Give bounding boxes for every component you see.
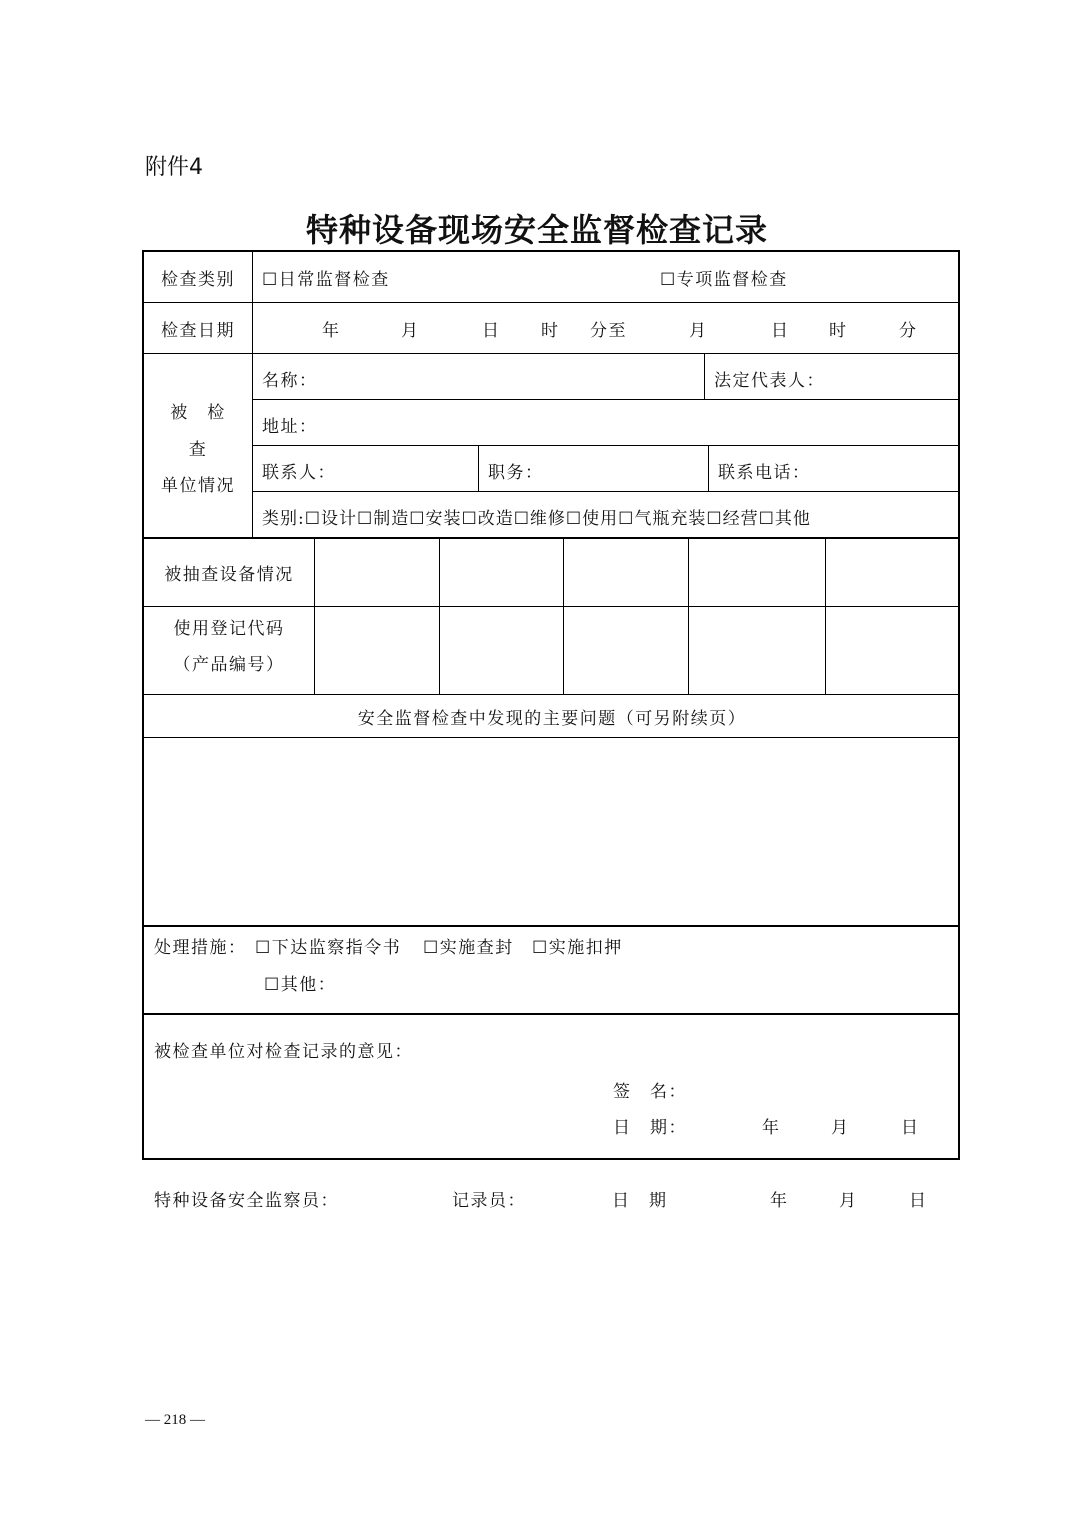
inspected-unit-label-3: 单位情况	[161, 476, 235, 496]
equipment-label: 被抽查设备情况	[164, 565, 294, 585]
date-month: 月	[401, 321, 420, 341]
date-end-minute: 分	[899, 321, 918, 341]
daily-inspection-checkbox[interactable]: ☐日常监督检查	[262, 270, 390, 290]
page-number: — 218 —	[145, 1412, 205, 1428]
row-divider	[252, 399, 960, 400]
issue-directive-checkbox[interactable]: ☐下达监察指令书	[255, 938, 402, 958]
inspected-unit-label-1: 被 检	[170, 403, 226, 423]
inspection-type-label: 检查类别	[161, 270, 235, 290]
address-field[interactable]: 地址：	[262, 417, 318, 437]
unit-name-field[interactable]: 名称：	[262, 371, 318, 391]
contact-field[interactable]: 联系人：	[262, 463, 336, 483]
opinion-month: 月	[831, 1118, 850, 1138]
inspector-field[interactable]: 特种设备安全监察员：	[154, 1191, 339, 1211]
section-divider	[144, 925, 960, 927]
footer-day: 日	[909, 1191, 928, 1211]
col-divider	[314, 538, 315, 694]
position-field[interactable]: 职务：	[488, 463, 544, 483]
measures-label: 处理措施：	[154, 938, 247, 958]
seize-checkbox[interactable]: ☐实施扣押	[532, 938, 623, 958]
row-divider	[144, 302, 960, 303]
row-divider	[252, 445, 960, 446]
seal-checkbox[interactable]: ☐实施查封	[423, 938, 514, 958]
date-end-day: 日	[771, 321, 790, 341]
footer-month: 月	[839, 1191, 858, 1211]
date-minute-to: 分至	[590, 321, 627, 341]
row-divider	[144, 606, 960, 607]
category-checkboxes[interactable]: 类别:☐设计☐制造☐安装☐改造☐维修☐使用☐气瓶充装☐经营☐其他	[262, 509, 811, 529]
date-end-hour: 时	[829, 321, 848, 341]
row-divider	[252, 491, 960, 492]
date-day: 日	[482, 321, 501, 341]
attachment-label: 附件4	[145, 155, 203, 180]
col-divider	[252, 252, 253, 538]
legal-rep-field[interactable]: 法定代表人：	[714, 371, 825, 391]
opinion-date-field[interactable]: 日 期：	[613, 1118, 687, 1138]
phone-field[interactable]: 联系电话：	[718, 463, 811, 483]
main-issues-heading: 安全监督检查中发现的主要问题（可另附续页）	[357, 709, 747, 729]
opinion-day: 日	[901, 1118, 920, 1138]
inspected-unit-label-2: 查	[188, 440, 208, 460]
registration-code-label: 使用登记代码	[173, 619, 285, 639]
opinion-label: 被检查单位对检查记录的意见：	[154, 1042, 413, 1062]
product-number-label: （产品编号）	[173, 655, 285, 675]
footer-date-label: 日 期	[612, 1191, 668, 1211]
document-title: 特种设备现场安全监督检查记录	[305, 211, 768, 249]
section-divider	[144, 1013, 960, 1015]
section-divider	[144, 537, 960, 539]
special-inspection-checkbox[interactable]: ☐专项监督检查	[660, 270, 788, 290]
date-end-month: 月	[689, 321, 708, 341]
col-divider	[704, 353, 705, 399]
row-divider	[144, 694, 960, 695]
col-divider	[825, 538, 826, 694]
signature-field[interactable]: 签 名：	[613, 1082, 687, 1102]
footer-year: 年	[770, 1191, 789, 1211]
opinion-year: 年	[762, 1118, 781, 1138]
col-divider	[478, 445, 479, 491]
col-divider	[439, 538, 440, 694]
other-measure-checkbox[interactable]: ☐其他：	[264, 975, 337, 995]
col-divider	[563, 538, 564, 694]
col-divider	[688, 538, 689, 694]
row-divider	[144, 737, 960, 738]
date-hour: 时	[541, 321, 560, 341]
row-divider	[144, 353, 960, 354]
col-divider	[708, 445, 709, 491]
date-year: 年	[322, 321, 341, 341]
inspection-form	[142, 250, 960, 1160]
recorder-field[interactable]: 记录员：	[452, 1191, 526, 1211]
inspection-date-label: 检查日期	[161, 321, 235, 341]
